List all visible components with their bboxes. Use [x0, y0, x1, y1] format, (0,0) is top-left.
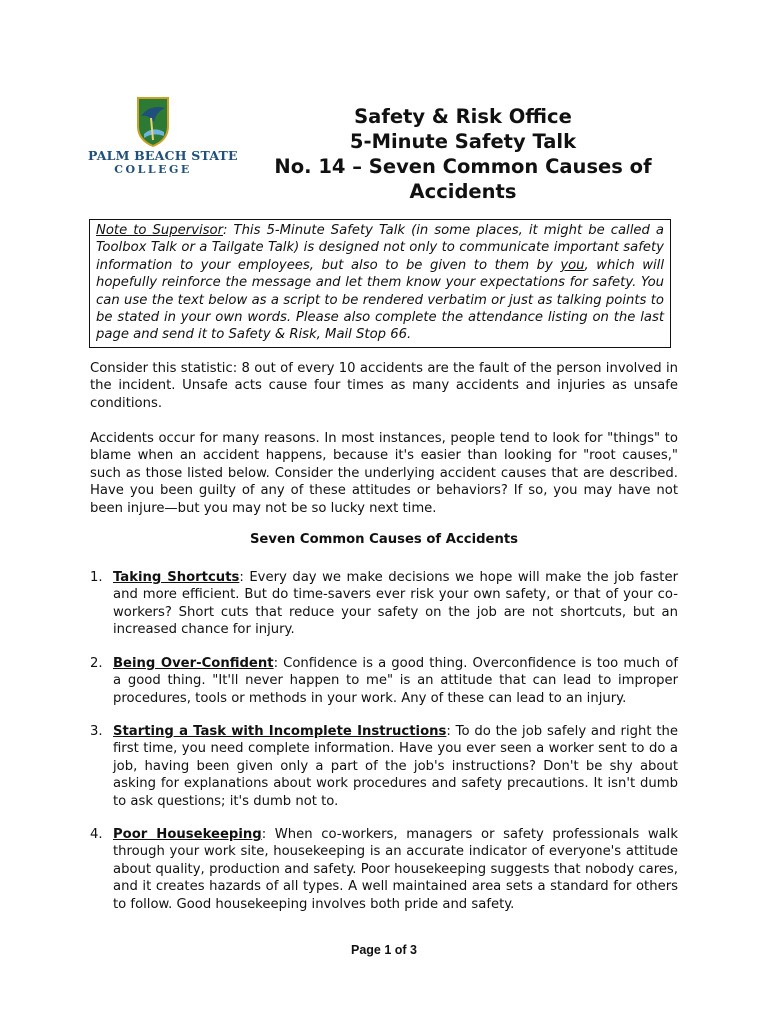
cause-name: Being Over-Confident — [113, 656, 274, 671]
cause-text: : Confidence is a good thing. Overconfidence is too much of a good thing. "It'll never happen to me" is an attitude that can lead to improper procedures, tools or methods in your work. Any of these can lead to an injury. — [113, 656, 678, 706]
note-text-part1: : This 5-Minute Safety Talk (in some places, it might be called a Toolbox Talk or a Tailgate Talk) is designed not only to communicate important safety information to your employees, but also to be given to them by — [96, 223, 664, 273]
list-item-number: 1. — [90, 570, 103, 585]
cause-name: Poor Housekeeping — [113, 827, 262, 842]
section-heading: Seven Common Causes of Accidents — [249, 532, 519, 547]
title-office: Safety & Risk Office — [354, 105, 572, 128]
list-item-number: 3. — [90, 724, 103, 739]
title-talk: 5-Minute Safety Talk — [349, 130, 577, 153]
logo-text-college-name: PALM BEACH STATE — [88, 148, 238, 163]
list-item-number: 4. — [90, 827, 103, 842]
list-item — [90, 569, 678, 639]
page-number: Page 1 of 3 — [351, 943, 417, 957]
page-title — [258, 104, 668, 204]
supervisor-note-box — [89, 219, 671, 348]
cause-text: : When co-workers, managers or safety professionals walk through your work site, housekeeping is an accurate indicator of everyone's attitude about quality, production and safety. Poor housekeeping suggests that nobody cares, and it creates hazards of all types. A well maintained area sets a standard for others to follow. Good housekeeping involves both pride and safety. — [113, 827, 678, 912]
intro-paragraph-statistic: Consider this statistic: 8 out of every 10 accidents are the fault of the person involved in the incident. Unsafe acts cause four times as many accidents and injuries as unsafe conditions. — [90, 361, 678, 411]
list-item — [90, 826, 678, 913]
list-item — [90, 655, 678, 707]
logo-text-college: COLLEGE — [114, 163, 192, 176]
note-label: Note to Supervisor — [96, 223, 224, 238]
cause-name: Starting a Task with Incomplete Instructions — [113, 724, 447, 739]
list-item — [90, 723, 678, 810]
cause-text: : Every day we make decisions we hope will make the job faster and more efficient. But do time-savers ever risk your own safety, or that of your co-workers? Short cuts that reduce your safety on the job are not shortcuts, but an increased chance for injury. — [113, 570, 679, 638]
cause-name: Taking Shortcuts — [113, 570, 240, 585]
intro-paragraph-reasons: Accidents occur for many reasons. In most instances, people tend to look for "things" to blame when an accident happens, because it's easier than looking for "root causes," such as those listed below. Consider the underlying accident causes that are described. Have you been guilty of any of these attitudes or behaviors? If so, you may have not been injure—but you may not be so lucky next time. — [90, 431, 678, 516]
note-emphasis: you — [560, 257, 585, 273]
cause-text: : To do the job safely and right the first time, you need complete information. Have you ever seen a worker sent to do a job, having been given only a part of the job's instructions? Don't be shy about asking for explanations about work procedures and safety precautions. It isn't dumb to ask questions; it's dumb not to. — [113, 724, 678, 809]
title-topic: Accidents — [409, 180, 517, 203]
college-logo — [88, 96, 238, 188]
title-number: No. 14 – Seven Common Causes of — [274, 155, 652, 178]
list-item-number: 2. — [90, 656, 103, 671]
note-text-part2: , which will hopefully reinforce the message and let them know your expectations for safety. You can use the text below as a script to be rendered verbatim or just as talking points to be stated in your own words. Please also complete the attendance listing on the last page and send it to Safety & Risk, Mail Stop 66. — [96, 257, 664, 343]
shield-icon — [88, 96, 218, 148]
